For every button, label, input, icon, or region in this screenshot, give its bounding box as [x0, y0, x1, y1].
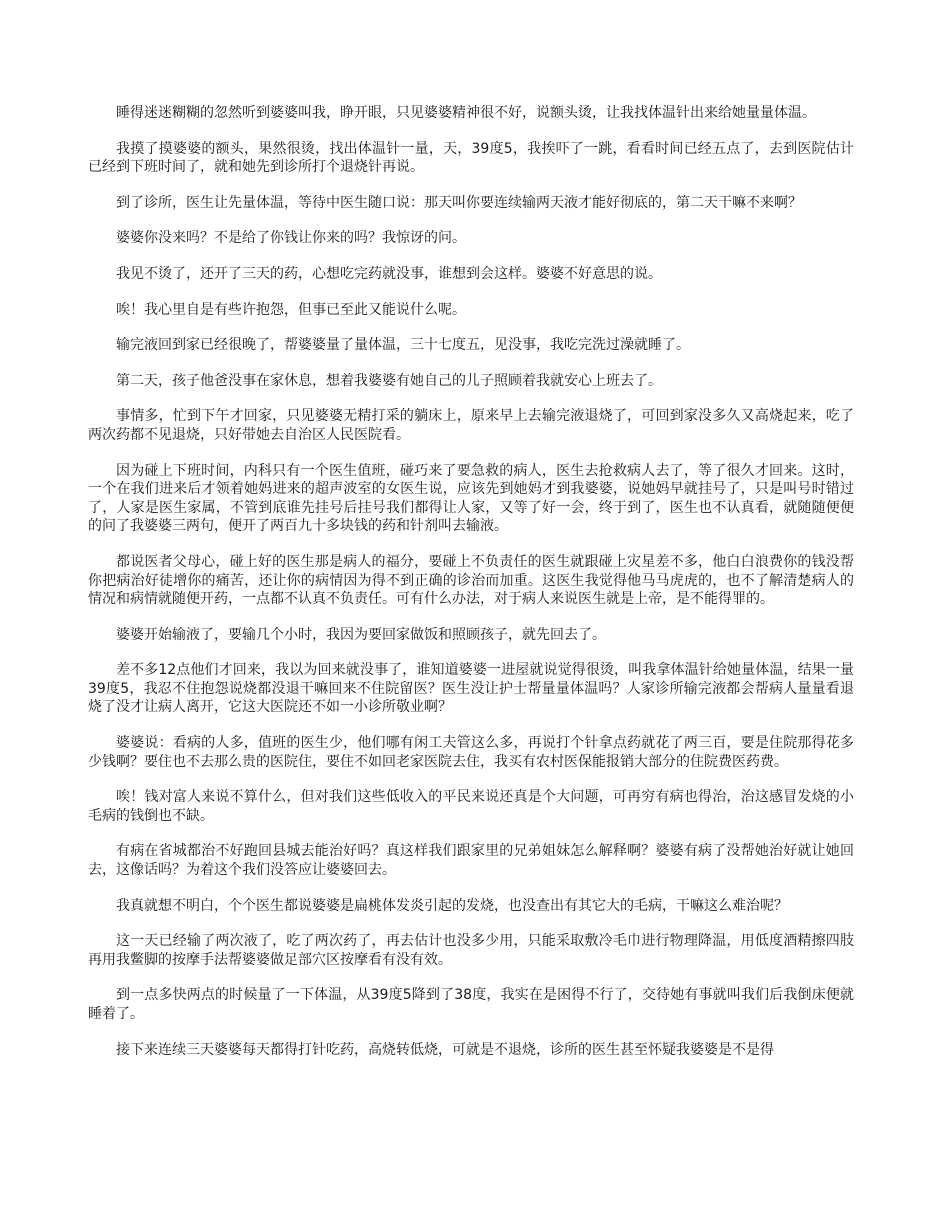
paragraph-13: 差不多12点他们才回来，我以为回来就没事了，谁知道婆婆一进屋就说觉得很烫，叫我拿体温针给她量体温，结果一量39度5，我忍不住抱怨说烧都没退干嘛回来不住院留医？医生没让护士帮量量体温吗？人家诊所输完液都会帮病人量量看退烧了没才让病人离开，它这大医院还不如一小诊所敬业啊？: [88, 662, 854, 716]
paragraph-7: 输完液回到家已经很晚了，帮婆婆量了量体温，三十七度五，见没事，我吃完洗过澡就睡了。: [116, 337, 690, 354]
document-body: [88, 104, 854, 1076]
paragraph-15: 唉！钱对富人来说不算什么，但对我们这些低收入的平民来说还真是个大问题，可再穷有病也得治，治这感冒发烧的小毛病的钱倒也不缺。: [88, 789, 854, 824]
paragraph-11: 都说医者父母心，碰上好的医生那是病人的福分，要碰上不负责任的医生就跟碰上灾星差不多，他白白浪费你的钱没帮你把病治好徒增你的痛苦，还让你的病情因为得不到正确的诊治而加重。这医生我觉得他马马虎虎的，也不了解清楚病人的情况和病情就随便开药，一点都不认真不负责任。可有什么办法，对于病人来说医生就是上帝，是不能得罪的。: [88, 553, 854, 608]
paragraph-4: 婆婆你没来吗？不是给了你钱让你来的吗？我惊讶的问。: [116, 230, 466, 247]
paragraph-14: 婆婆说：看病的人多，值班的医生少，他们哪有闲工夫管这么多，再说打个针拿点药就花了两三百，要是住院那得花多少钱啊？要住也不去那么贵的医院住，要住不如回老家医院去住，我买有农村医保能报销大部分的住院费医药费。: [88, 735, 854, 770]
paragraph-12: 婆婆开始输液了，要输几个小时，我因为要回家做饭和照顾孩子，就先回去了。: [116, 626, 606, 643]
paragraph-2: 我摸了摸婆婆的额头，果然很烫，找出体温针一量，天，39度5，我挨吓了一跳，看看时间已经五点了，去到医院估计已经到下班时间了，就和她先到诊所打个退烧针再说。: [88, 140, 854, 176]
paragraph-8: 第二天，孩子他爸没事在家休息，想着我婆婆有她自己的儿子照顾着我就安心上班去了。: [116, 372, 662, 389]
paragraph-18: 这一天已经输了两次液了，吃了两次药了，再去估计也没多少用，只能采取敷冷毛巾进行物理降温，用低度酒精擦四肢再用我鳖脚的按摩手法帮婆婆做足部穴区按摩看有没有效。: [88, 933, 854, 968]
paragraph-6: 唉！我心里自是有些许抱怨，但事已至此又能说什么呢。: [116, 301, 466, 318]
paragraph-3: 到了诊所，医生让先量体温，等待中医生随口说：那天叫你要连续输两天液才能好彻底的，第二天干嘛不来啊？: [116, 194, 802, 211]
paragraph-5: 我见不烫了，还开了三天的药，心想吃完药就没事，谁想到会这样。婆婆不好意思的说。: [116, 265, 662, 282]
paragraph-10: 因为碰上下班时间，内科只有一个医生值班，碰巧来了要急救的病人，医生去抢救病人去了，等了很久才回来。这时，一个在我们进来后才领着她妈进来的超声波室的女医生说，应该先到她妈才到我婆婆，说她妈早就挂号了，只是叫号时错过了，人家是医生家属，不管到底谁先挂号后挂号我们都得让人家，又等了好一会，终于到了，医生也不认真看，就随随便便的问了我婆婆三两句，便开了两百九十多块钱的药和针剂叫去输液。: [88, 462, 854, 535]
paragraph-20: 接下来连续三天婆婆每天都得打针吃药，高烧转低烧，可就是不退烧，诊所的医生甚至怀疑我婆婆是不是得: [116, 1041, 774, 1058]
paragraph-1: 睡得迷迷糊糊的忽然听到婆婆叫我，睁开眼，只见婆婆精神很不好，说额头烫，让我找体温针出来给她量量体温。: [116, 105, 816, 121]
paragraph-16: 有病在省城都治不好跑回县城去能治好吗？真这样我们跟家里的兄弟姐妹怎么解释啊？婆婆有病了没帮她治好就让她回去，这像话吗？为着这个我们没答应让婆婆回去。: [88, 843, 854, 879]
paragraph-17: 我真就想不明白，个个医生都说婆婆是扁桃体发炎引起的发烧，也没查出有其它大的毛病，干嘛这么难治呢？: [116, 897, 788, 914]
paragraph-9: 事情多，忙到下午才回家，只见婆婆无精打采的躺床上，原来早上去输完液退烧了，可回到家没多久又高烧起来，吃了两次药都不见退烧，只好带她去自治区人民医院看。: [88, 408, 854, 443]
paragraph-19: 到一点多快两点的时候量了一下体温，从39度5降到了38度，我实在是困得不行了，交待她有事就叫我们后我倒床便就睡着了。: [88, 987, 854, 1022]
